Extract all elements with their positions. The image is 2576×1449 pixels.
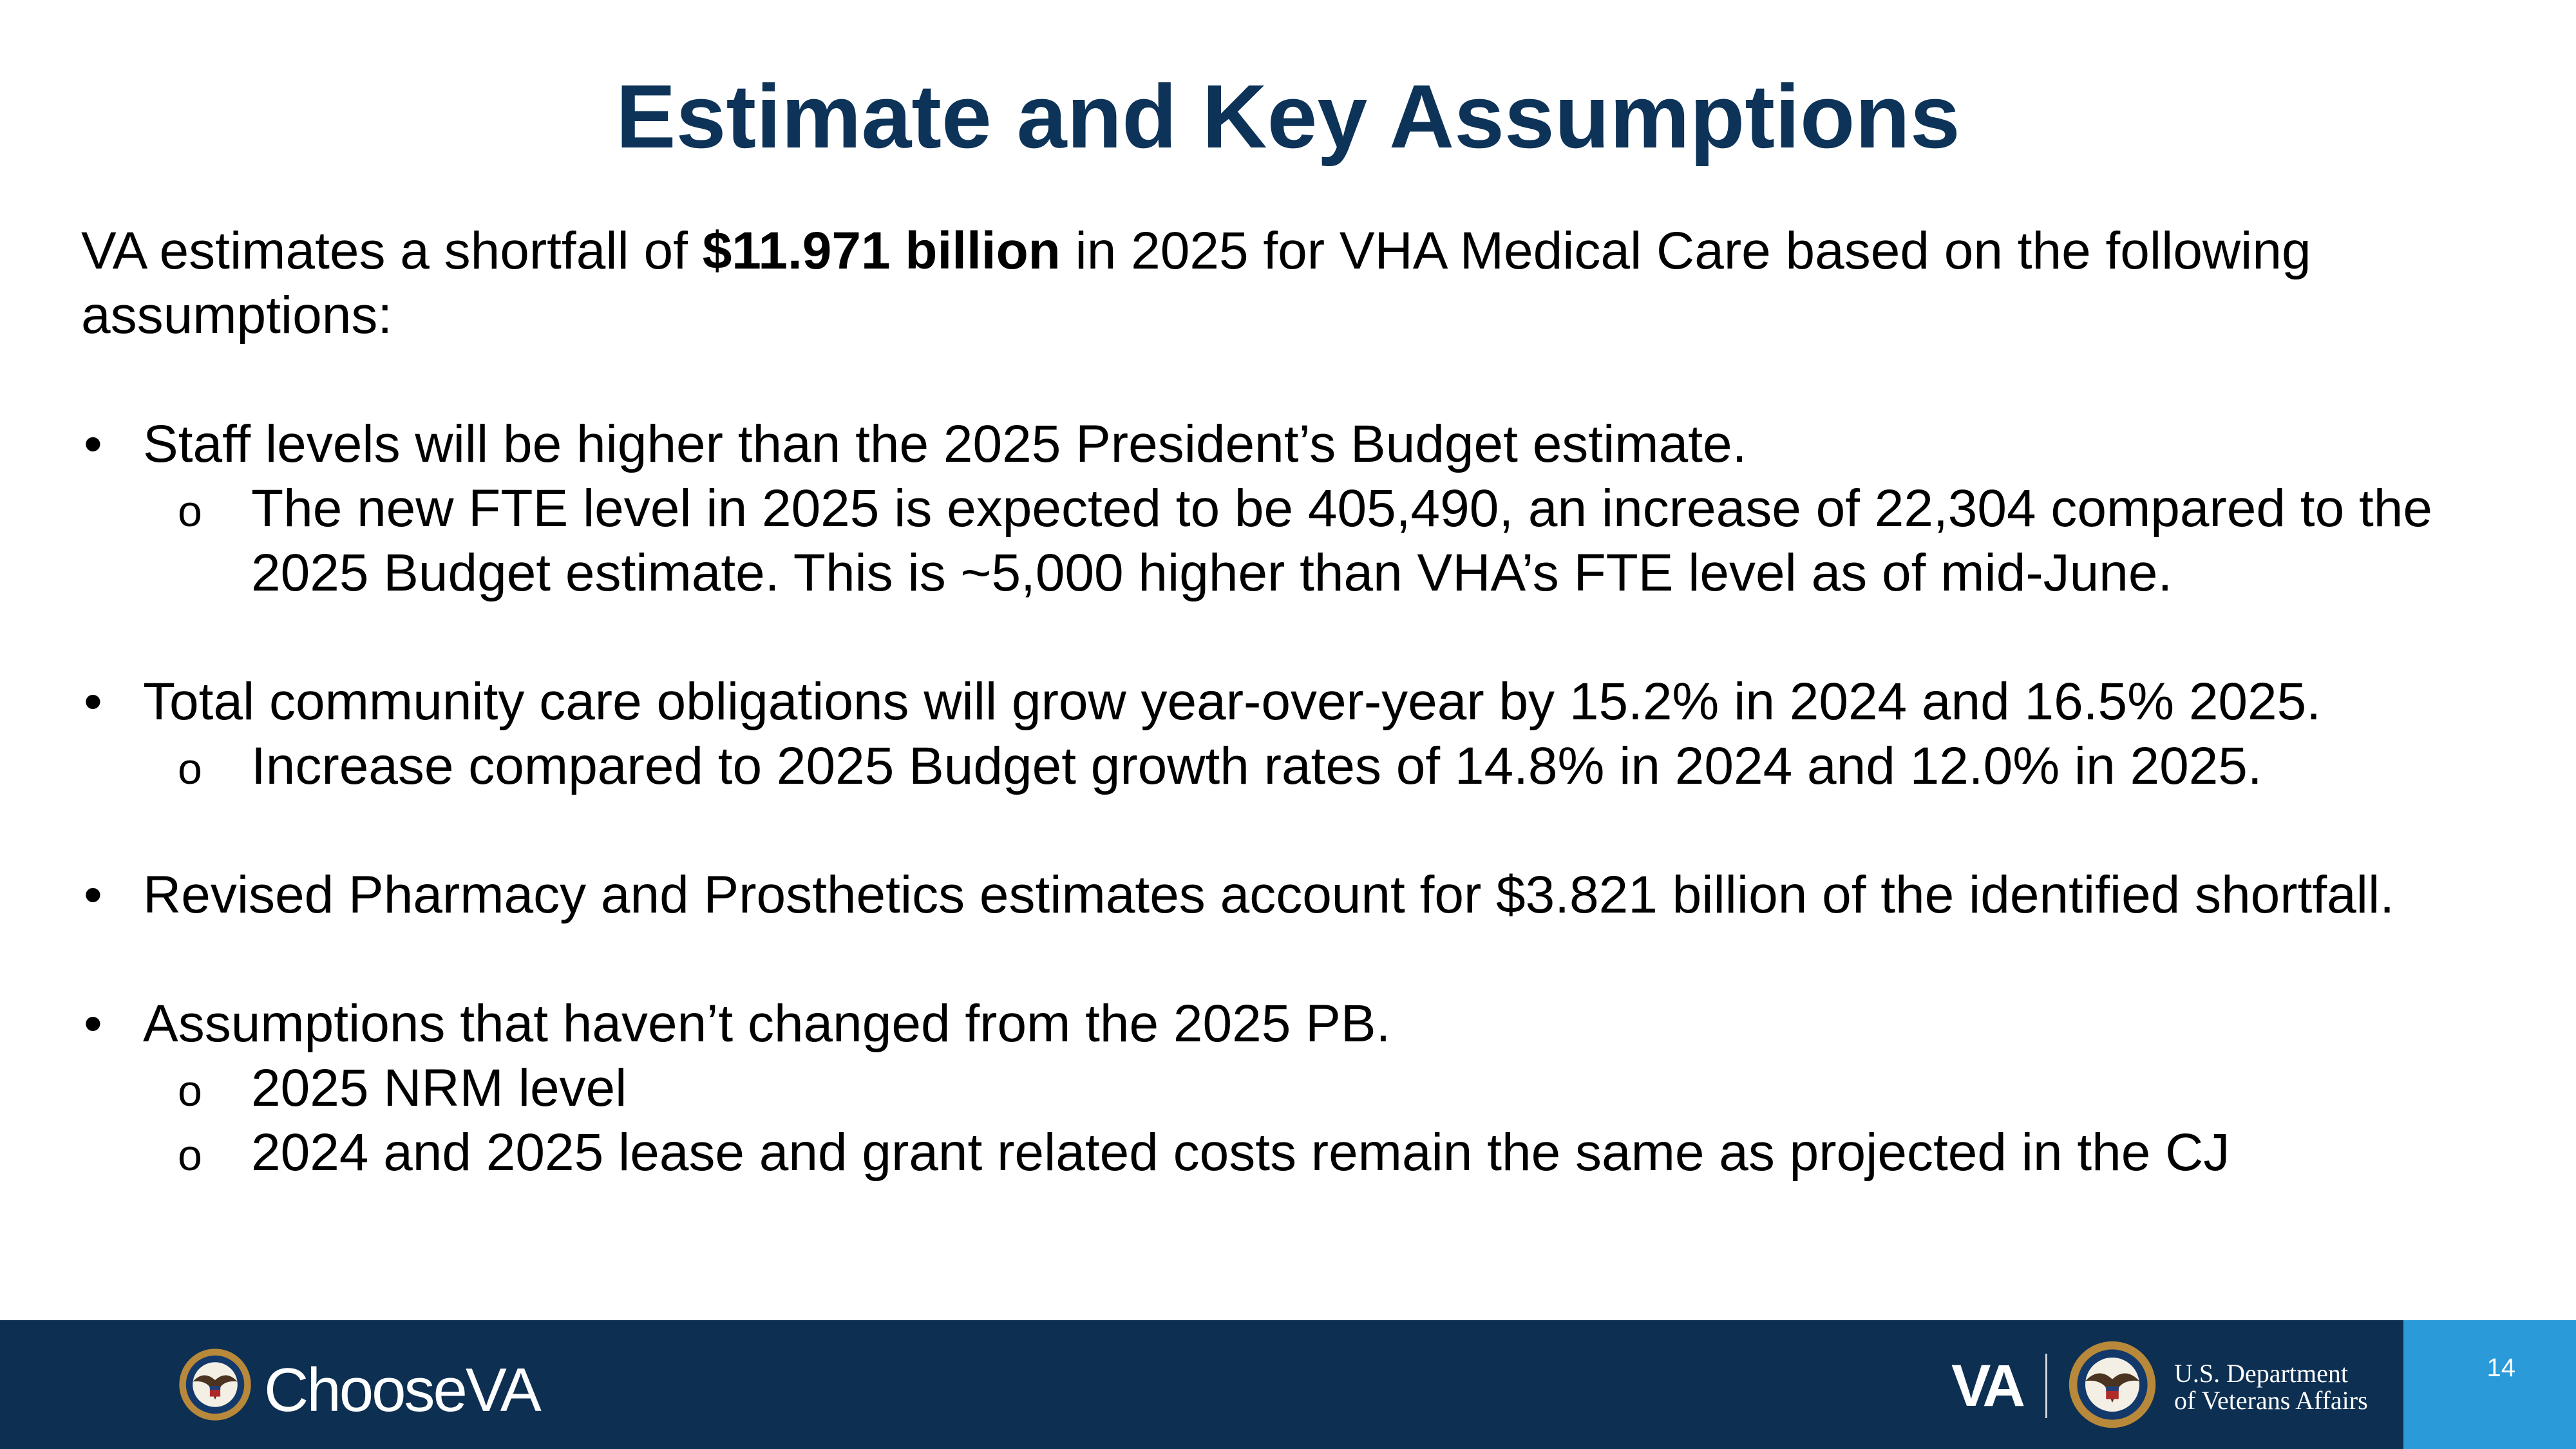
intro-text-after: in 2025 for VHA Medical Care based on the following assumptions: bbox=[81, 222, 2311, 345]
page-number-box bbox=[2403, 1320, 2576, 1449]
bullet-text: Staff levels will be higher than the 2025 President’s Budget estimate. bbox=[143, 415, 1747, 473]
sub-bullet-marker: o bbox=[178, 744, 202, 793]
sub-bullet-marker: o bbox=[178, 487, 202, 536]
intro-paragraph bbox=[81, 219, 2503, 348]
department-line-2: of Veterans Affairs bbox=[2174, 1386, 2368, 1415]
sub-bullet-nrm-level bbox=[81, 1056, 2503, 1121]
sub-bullet-fte-level bbox=[81, 477, 2503, 605]
va-logo: VA bbox=[1951, 1353, 2022, 1419]
bullet-marker: • bbox=[84, 672, 102, 731]
sub-bullet-marker: o bbox=[178, 1131, 202, 1180]
sub-bullet-text: 2024 and 2025 lease and grant related costs remain the same as projected in the CJ bbox=[251, 1123, 2230, 1182]
department-line-1: U.S. Department bbox=[2174, 1359, 2348, 1388]
slide-title: Estimate and Key Assumptions bbox=[616, 66, 1960, 167]
sub-bullet-lease-grant bbox=[81, 1121, 2503, 1185]
page-number: 14 bbox=[2486, 1354, 2515, 1382]
bullet-community-care bbox=[81, 670, 2503, 734]
slide-body bbox=[81, 219, 2503, 1185]
bullet-staff-levels bbox=[81, 412, 2503, 477]
bullet-marker: • bbox=[84, 866, 102, 924]
sub-bullet-text: The new FTE level in 2025 is expected to be 405,490, an increase of 22,304 compared to the 2025 Budget estimate. This is ~5,000 higher than VHA’s FTE level as of mid-June. bbox=[251, 479, 2432, 602]
department-name bbox=[2174, 1360, 2368, 1414]
va-seal-icon bbox=[178, 1347, 252, 1422]
bullet-text: Revised Pharmacy and Prosthetics estimates account for $3.821 billion of the identified shortfall. bbox=[143, 866, 2394, 924]
sub-bullet-marker: o bbox=[178, 1066, 202, 1115]
bullet-text: Total community care obligations will grow year-over-year by 15.2% in 2024 and 16.5% 2025. bbox=[143, 672, 2322, 731]
va-seal-icon bbox=[2067, 1340, 2157, 1430]
sub-bullet-growth-rates bbox=[81, 734, 2503, 799]
sub-bullet-text: 2025 NRM level bbox=[251, 1059, 627, 1117]
choose-va-logo: ChooseVA bbox=[264, 1356, 540, 1425]
bullet-marker: • bbox=[84, 994, 102, 1053]
logo-divider bbox=[2045, 1354, 2047, 1418]
bullet-unchanged-assumptions bbox=[81, 992, 2503, 1056]
sub-bullet-text: Increase compared to 2025 Budget growth rates of 14.8% in 2024 and 12.0% in 2025. bbox=[251, 737, 2262, 795]
slide-footer bbox=[0, 1320, 2576, 1449]
intro-text-before: VA estimates a shortfall of bbox=[81, 222, 703, 280]
shortfall-amount: $11.971 billion bbox=[702, 222, 1061, 280]
bullet-text: Assumptions that haven’t changed from the 2025 PB. bbox=[143, 994, 1391, 1053]
bullet-pharmacy-prosthetics bbox=[81, 863, 2503, 927]
bullet-marker: • bbox=[84, 415, 102, 473]
